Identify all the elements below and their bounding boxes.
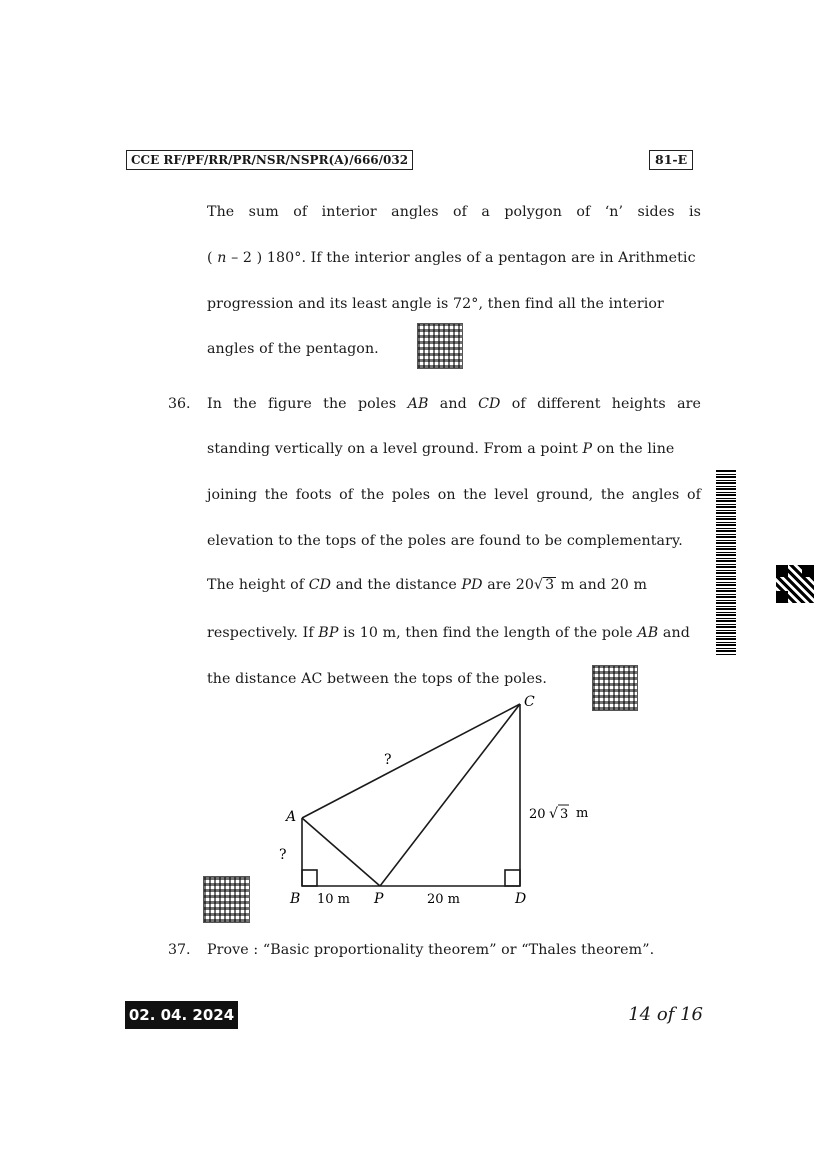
label-cd-unit: m xyxy=(576,806,589,821)
label-d: D xyxy=(515,891,527,907)
q35-line-3: progression and its least angle is 72°, then find all the interior xyxy=(207,296,664,312)
q36-line-1: In the figure the poles AB and CD of different heights are xyxy=(207,396,702,412)
q36-line-5: The height of CD and the distance PD are 20√ 3 m and 20 m xyxy=(207,577,648,593)
exam-date: 02. 04. 2024 xyxy=(125,1001,238,1029)
right-angle-d xyxy=(505,870,520,886)
label-cd-root: 3 xyxy=(560,807,569,822)
qr-code-margin xyxy=(776,565,814,603)
sqrt-3: 3 xyxy=(545,577,555,593)
label-ac-unknown: ? xyxy=(384,752,392,768)
barcode xyxy=(716,470,736,655)
label-pd: 20 m xyxy=(427,892,461,907)
line-ac xyxy=(302,704,520,818)
q36-number: 36. xyxy=(168,396,191,412)
label-cd-value: 20 xyxy=(529,807,546,822)
label-ab-unknown: ? xyxy=(279,847,287,863)
q36-line-2: standing vertically on a level ground. From a point P on the line xyxy=(207,441,675,457)
paper-code-box: CCE RF/PF/RR/PR/NSR/NSPR(A)/666/032 xyxy=(126,150,413,170)
label-bp: 10 m xyxy=(317,892,351,907)
page-number: 14 of 16 xyxy=(628,1004,703,1025)
paper-number-box: 81-E xyxy=(649,150,693,170)
q36-line-7: the distance AC between the tops of the poles. xyxy=(207,671,548,687)
q35-line-4: angles of the pentagon. xyxy=(207,341,379,357)
label-c: C xyxy=(524,694,535,710)
qr-code-figure xyxy=(203,876,250,923)
label-cd-radical: √ xyxy=(549,806,558,822)
line-pc xyxy=(380,704,520,886)
q37-number: 37. xyxy=(168,942,191,958)
qr-code-q35 xyxy=(417,323,463,369)
label-p: P xyxy=(374,891,384,907)
q35-line-2: ( n – 2 ) 180°. If the interior angles of a pentagon are in Arithmetic xyxy=(207,250,696,266)
line-ap xyxy=(302,818,380,886)
right-angle-b xyxy=(302,870,317,886)
label-a: A xyxy=(286,809,297,825)
q36-line-6: respectively. If BP is 10 m, then find the length of the pole AB and xyxy=(207,625,690,641)
poles-figure xyxy=(270,690,610,915)
q37-text: Prove : “Basic proportionality theorem” or “Thales theorem”. xyxy=(207,942,655,958)
q35-line-1: The sum of interior angles of a polygon of ‘n’ sides is xyxy=(207,204,701,220)
q36-line-3: joining the foots of the poles on the level ground, the angles of xyxy=(207,487,701,503)
q36-line-4: elevation to the tops of the poles are found to be complementary. xyxy=(207,533,683,549)
label-b: B xyxy=(290,891,301,907)
